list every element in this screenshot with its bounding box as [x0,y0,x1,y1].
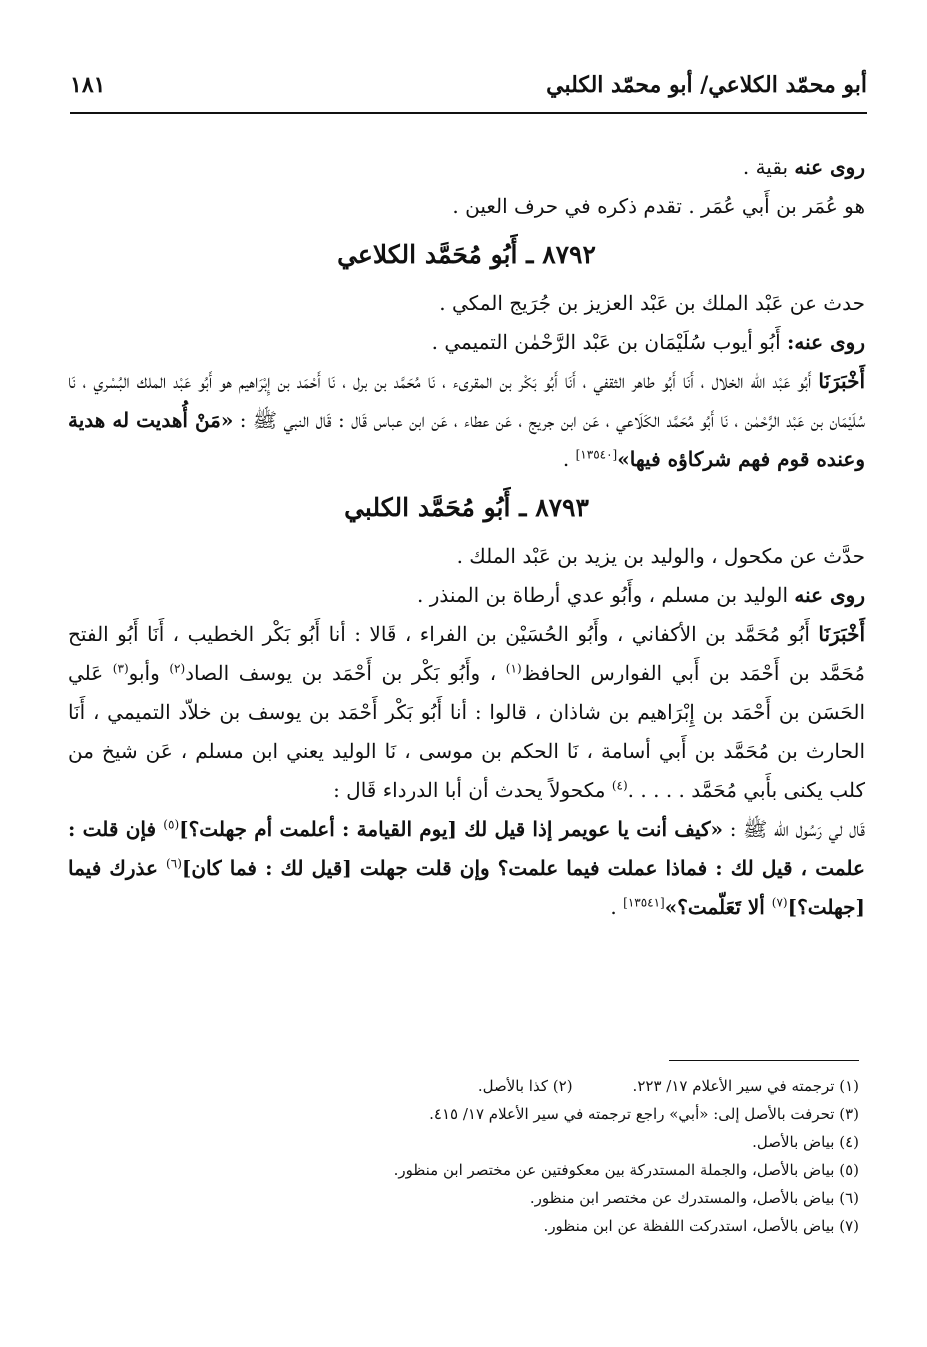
hadith-number: [١٣٥٤٠] [575,447,618,462]
footnote: (٤) بياض بالأصل. [752,1133,859,1151]
footnote-rule [669,1060,859,1061]
hadith-number: [١٣٥٤١] [623,895,665,910]
footnote-marker: (٦) [166,856,182,871]
footnote: (٣) تحرفت بالأصل إلى: «أبي» راجع ترجمته في سير الأعلام ١٧/ ٤١٥. [429,1105,859,1123]
main-text [68,148,865,927]
isnad-paragraph [68,362,865,479]
akhbarana-label: أَخْبَرَنَا [818,622,865,646]
hadith-text: «مَنْ أُهديت له هدية وعنده قوم فهم شركاؤه فيها» [68,408,865,471]
paragraph-text: أَبُو مُحَمَّد بن الأكفاني ، وأَبُو الحُسَيْن بن الفراء ، قَالا : أنا أَبُو بَكْر الخطيب ، أَنَا أَبُو الفتح مُحَمَّد بن أَحْمَد بن أَبي الفوارس الحافظ [68,622,865,685]
paragraph-text: مكحولاً يحدث أن أبا الدرداء قَال : [333,778,612,802]
footnote: (٧) بياض بالأصل، استدركت اللفظة عن ابن منظور. [543,1217,859,1235]
paragraph: حدَّث عن مكحول ، والوليد بن يزيد بن عَبْد الملك . [456,544,865,568]
footnote-marker: (٢) [169,661,186,676]
paragraph-text: أَبُو عَبْد اللّه الخلال ، أَنَا أَبُو طاهر الثقفي ، أَنَا أَبُو بَكْر بن المقرىء ، نَا مُحَمَّد بن برل ، نَا أَحْمَد بن إِبْرَاهيم هو أَبُو عَبْد الملك البُسْري ، نَا سُلَيْمَان بن عَبْد الرَّحْمٰن ، نَا أَبُو مُحَمَّد الكَلَاعي ، عَن ابن جريج ، عَن عطاء ، عَن ابن عباس قَال : قَال النبي ﷺ : [68,369,865,432]
running-title: أبو محمّد الكلاعي/ أبو محمّد الكلبي [546,72,867,98]
footnote-marker: (٧) [771,895,788,910]
narrators-label: روى عنه: [786,330,865,354]
paragraph [68,323,865,362]
hadith-text: «كيف أنت يا عويمر إذا قيل لك [يوم القيامة : أعلمت أم جهلت؟] [179,817,724,841]
footnote: (٥) بياض بالأصل، والجملة المستدركة بين معكوفتين عن مختصر ابن منظور. [393,1161,859,1179]
hadith-text: عذرك فيما [جهلت؟] [68,856,865,919]
narrators-label: روى عنه [794,583,865,607]
paragraph-text: بقية . [742,155,795,179]
footnote-marker: (٤) [611,778,628,793]
page-header [70,70,867,106]
paragraph: هو عُمَر بن أَبي عُمَر . تقدم ذكره في حرف العين . [452,194,865,218]
paragraph-text: أَبُو أيوب سُلَيْمَان بن عَبْد الرَّحْمٰن التميمي . [431,330,787,354]
paragraph [68,576,865,615]
paragraph-text: . [562,447,576,471]
hadith-text: ألا تَعَلّمت؟» [664,895,772,919]
paragraph-text: وأبو [128,661,170,685]
paragraph-text: الوليد بن مسلم ، وأَبُو عدي أرطاة بن المنذر . [417,583,795,607]
footnote: (١) ترجمته في سير الأعلام ١٧/ ٢٢٣. [632,1077,859,1095]
footnote: (٢) كذا بالأصل. [477,1077,573,1095]
paragraph-text: . [610,895,624,919]
footnote: (٦) بياض بالأصل، والمستدرك عن مختصر ابن منظور. [529,1189,859,1207]
hadith-paragraph [68,810,865,927]
header-rule [70,112,867,114]
isnad-paragraph [68,615,865,810]
paragraph [68,148,865,187]
footnote-marker: (٣) [112,661,129,676]
footnote-marker: (٥) [163,817,180,832]
page-number: ١٨١ [70,72,106,98]
paragraph-text: عَلي الحَسَن بن أَحْمَد بن إِبْرَاهيم بن شاذان ، قالوا : أنا أَبُو بَكْر أَحْمَد بن يوسف بن خلاّد التميمي ، أَنَا الحارث بن مُحَمَّد بن أَبي أسامة ، نَا الحكم بن موسى ، نَا الوليد يعني ابن مسلم ، عَن شيخ من كلب يكنى بأَبي مُحَمَّد . . . . . [68,661,865,802]
narrators-label: روى عنه [794,155,865,179]
akhbarana-label: أَخْبَرَنَا [818,369,865,393]
paragraph: حدث عن عَبْد الملك بن عَبْد العزيز بن جُرَيج المكي . [439,291,865,315]
footnote-line [68,1072,859,1100]
footnote-marker: (١) [505,661,522,676]
entry-heading: ٨٧٩٣ ـ أَبُو مُحَمَّد الكلبي [344,493,589,522]
paragraph-text: ، وأَبُو بَكْر بن أَحْمَد بن يوسف الصاد [185,661,506,685]
footnotes [68,1072,859,1240]
hadith-text: فإن قلت : علمت ، قيل لك : فماذا عملت فيما علمت؟ وإن قلت جهلت [قيل لك : فما كان] [68,817,865,880]
paragraph-text: قَال لي رَسُول الله ﷺ : [723,817,865,841]
entry-heading: ٨٧٩٢ ـ أَبُو مُحَمَّد الكلاعي [337,240,596,269]
